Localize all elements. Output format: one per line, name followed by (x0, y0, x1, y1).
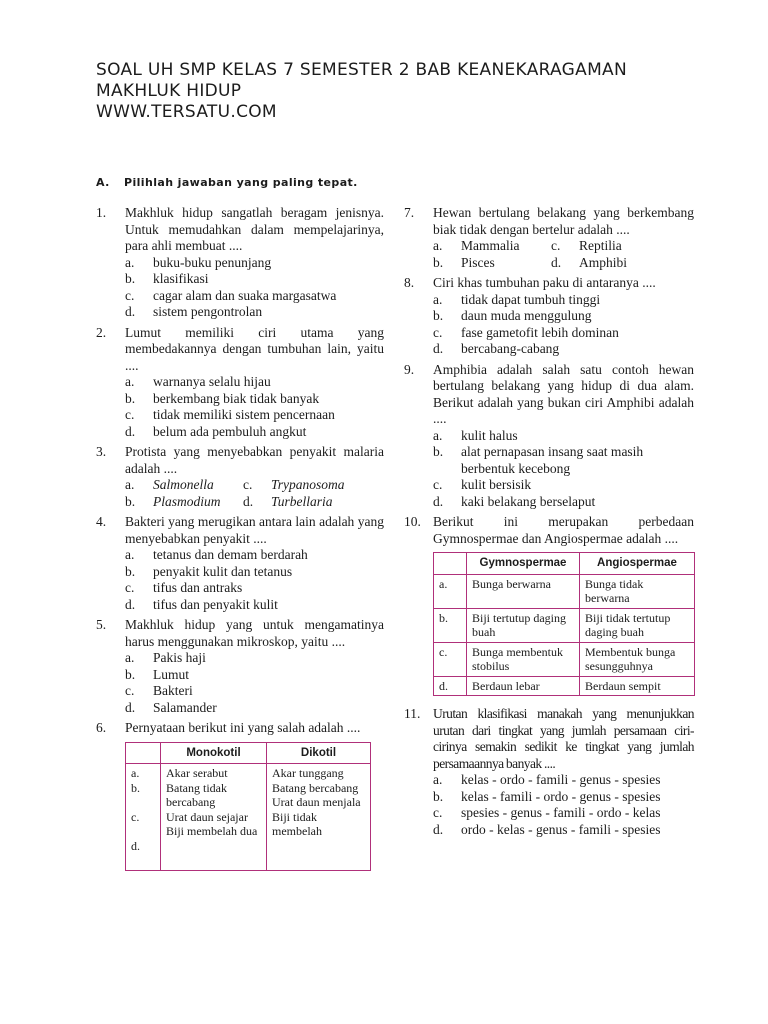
question-number: 5. (96, 617, 107, 632)
option-a: a. warnanya selalu hijau (125, 374, 271, 389)
option-c: c. cagar alam dan suaka margasatwa (125, 287, 337, 303)
table-header-monokotil: Monokotil (161, 742, 267, 764)
option-d: d. kaki belakang berselaput (433, 493, 596, 509)
table-header-angiospermae: Angiospermae (580, 553, 695, 575)
question-1 (96, 205, 384, 321)
option-c: c. fase gametofit lebih dominan (433, 324, 619, 340)
option-a: a. kelas - ordo - famili - genus - spesies (433, 772, 661, 787)
question-number: 7. (404, 205, 415, 220)
title-line-1: SOAL UH SMP KELAS 7 SEMESTER 2 BAB KEANEKARAGAMAN (96, 60, 627, 80)
question-stem: Bakteri yang merugikan antara lain adalah yang menyebabkan penyakit .... (125, 514, 384, 546)
section-letter: A. (96, 176, 110, 189)
option-d: d. sistem pengontrolan (125, 304, 263, 319)
option-b: b. klasifikasi (125, 271, 209, 286)
option-a: a. Pakis haji (125, 650, 206, 665)
option-d: d. belum ada pembuluh angkut (125, 423, 307, 439)
option-b: b. daun muda menggulung (433, 308, 592, 323)
monokotil-dikotil-table (125, 742, 371, 871)
question-stem: Lumut memiliki ciri utama yang membedakannya dengan tumbuhan lain, yaitu .... (125, 324, 384, 373)
question-stem: Urutan klasifikasi manakah yang menunjukkan urutan dari tingkat yang jumlah persamaan ciri-cirinya semakin sedikit ke tingkat yang jumlah persamaannya banyak .... (433, 706, 694, 771)
question-5 (96, 617, 384, 716)
question-number: 4. (96, 514, 107, 529)
question-number: 3. (96, 444, 107, 459)
option-b: b. alat pernapasan insang saat masih berbentuk kecebong (433, 444, 644, 476)
dikotil-cell: Akar tunggang Batang bercabang Urat daun menjala Biji tidak membelah (267, 764, 371, 871)
question-10 (404, 514, 694, 702)
option-row-ac: a. Mammalia c. Reptilia (433, 238, 622, 253)
option-row-bd: b. Plasmodium d. Turbellaria (125, 493, 333, 509)
question-stem: Protista yang menyebabkan penyakit malaria adalah .... (125, 444, 384, 476)
option-b: b. penyakit kulit dan tetanus (125, 563, 293, 579)
left-column (96, 205, 384, 881)
table-row: d. Berdaun lebar Berdaun sempit (434, 676, 695, 696)
option-b: b. kelas - famili - ordo - genus - spesies (433, 788, 661, 804)
question-number: 6. (96, 720, 107, 735)
question-stem: Amphibia adalah salah satu contoh hewan bertulang belakang yang hidup di dua alam. Berikut adalah yang bukan ciri Amphibi adalah .... (433, 361, 694, 426)
question-stem: Pernyataan berikut ini yang salah adalah .... (125, 720, 361, 735)
option-a: a. buku-buku penunjang (125, 254, 272, 270)
table-header-gymnospermae: Gymnospermae (467, 553, 580, 575)
option-a: a. kulit halus (433, 427, 518, 443)
option-row-ac: a. Salmonella c. Trypanosoma (125, 477, 345, 492)
option-c: c. kulit bersisik (433, 477, 532, 492)
question-stem: Makhluk hidup yang untuk mengamatinya harus menggunakan mikroskop, yaitu .... (125, 617, 384, 649)
question-stem: Ciri khas tumbuhan paku di antaranya .... (433, 275, 656, 290)
question-11 (404, 706, 694, 838)
question-stem: Berikut ini merupakan perbedaan Gymnospermae dan Angiospermae adalah .... (433, 514, 694, 546)
table-row: a. Bunga berwarna Bunga tidak berwarna (434, 574, 695, 608)
monokotil-cell: Akar serabut Batang tidak bercabang Urat daun sejajar Biji membelah dua (161, 764, 267, 871)
question-stem: Makhluk hidup sangatlah beragam jenisnya. Untuk memudahkan dalam mempelajarinya, para ahli membuat .... (125, 205, 384, 253)
table-row: b. Biji tertutup daging buah Biji tidak tertutup daging buah (434, 608, 695, 642)
table-header-dikotil: Dikotil (267, 742, 371, 764)
right-column (404, 205, 694, 842)
option-c: c. tidak memiliki sistem pencernaan (125, 407, 335, 422)
option-a: a. tidak dapat tumbuh tinggi (433, 291, 601, 307)
question-8 (404, 275, 694, 358)
section-heading (96, 176, 358, 189)
option-d: d. Salamander (125, 699, 217, 715)
section-title: Pilihlah jawaban yang paling tepat. (124, 176, 358, 189)
table-row-labels: a. b. c. d. (126, 764, 161, 871)
question-stem: Hewan bertulang belakang yang berkembang biak tidak dengan bertelur adalah .... (433, 205, 694, 237)
question-number: 1. (96, 205, 107, 220)
question-4 (96, 514, 384, 613)
question-number: 10. (404, 514, 421, 529)
option-c: c. spesies - genus - famili - ordo - kelas (433, 805, 661, 820)
question-2 (96, 325, 384, 441)
option-d: d. tifus dan penyakit kulit (125, 596, 278, 612)
question-7 (404, 205, 694, 271)
title-line-3: WWW.TERSATU.COM (96, 102, 277, 122)
question-number: 9. (404, 361, 415, 377)
question-number: 11. (404, 706, 421, 721)
question-number: 2. (96, 324, 107, 340)
option-d: d. ordo - kelas - genus - famili - spesies (433, 821, 661, 837)
option-c: c. Bakteri (125, 683, 193, 698)
question-6 (96, 720, 384, 877)
document-title (96, 60, 696, 123)
title-line-2: MAKHLUK HIDUP (96, 81, 242, 101)
option-c: c. tifus dan antraks (125, 580, 243, 595)
gymnospermae-angiospermae-table (433, 552, 695, 696)
table-row: c. Bunga membentuk stobilus Membentuk bunga sesungguhnya (434, 642, 695, 676)
option-d: d. bercabang-cabang (433, 341, 560, 356)
option-row-bd: b. Pisces d. Amphibi (433, 254, 628, 270)
question-9 (404, 362, 694, 511)
question-3 (96, 444, 384, 510)
option-a: a. tetanus dan demam berdarah (125, 547, 308, 562)
question-number: 8. (404, 275, 415, 290)
option-b: b. berkembang biak tidak banyak (125, 390, 320, 406)
option-b: b. Lumut (125, 666, 189, 682)
